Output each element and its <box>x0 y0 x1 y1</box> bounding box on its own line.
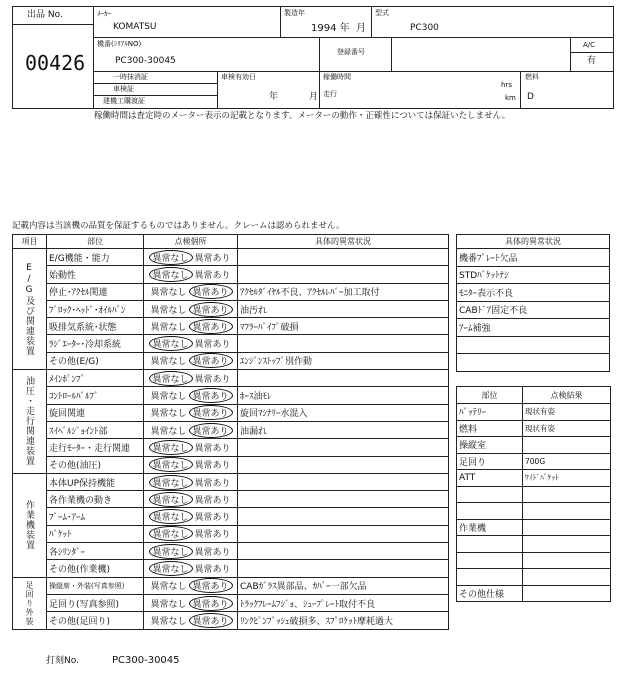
detail-cell: 油漏れ <box>238 421 449 438</box>
part-cell: その他(油圧) <box>47 456 144 473</box>
check-cell <box>144 612 238 629</box>
detail-cell: ﾘﾝｸﾋﾟﾝﾌﾞｯｼｭ破損多、ｽﾌﾟﾛｹｯﾄ摩耗過大 <box>238 612 449 629</box>
results-part <box>457 503 523 520</box>
year-unit: 年 <box>269 92 279 102</box>
option-normal: 異常なし <box>150 322 187 333</box>
option-normal: 異常なし <box>149 250 193 265</box>
option-abnormal: 異常あり <box>194 443 231 454</box>
table-header-cell: 項目 <box>13 235 47 249</box>
check-cell <box>144 404 238 421</box>
table-row <box>13 421 449 438</box>
cert-label-2: 車検証 <box>113 85 134 93</box>
detail-cell <box>238 473 449 490</box>
table-row <box>13 318 449 335</box>
results-part: ATT <box>457 470 523 487</box>
results-row <box>457 437 611 454</box>
detail-cell <box>238 266 449 283</box>
year-label: 製造年 <box>284 9 305 17</box>
option-normal: 異常なし <box>149 561 193 576</box>
detail-cell: ﾄﾗｯｸﾌﾚｰﾑﾌｼﾞｮ、ｼｭｰﾌﾟﾚｰﾄ取付不良 <box>238 594 449 611</box>
hours-label: 稼働時間 <box>323 73 351 81</box>
table-row <box>13 266 449 283</box>
option-abnormal: 異常あり <box>189 613 233 628</box>
option-normal: 異常なし <box>149 526 193 541</box>
option-abnormal: 異常あり <box>194 513 231 524</box>
table-header-cell: 具体的異常状況 <box>238 235 449 249</box>
abnormal-item <box>457 354 610 372</box>
group-label: 作業機装置 <box>13 473 47 577</box>
part-cell: 足回り(写真参照) <box>47 594 144 611</box>
option-normal: 異常なし <box>149 371 193 386</box>
option-normal: 異常なし <box>150 392 187 403</box>
check-cell <box>144 543 238 560</box>
results-row <box>457 585 611 602</box>
check-cell <box>144 473 238 490</box>
stamp-value: PC300-30045 <box>112 655 180 666</box>
model-label: 型式 <box>375 9 389 17</box>
maker: KOMATSU <box>113 22 157 32</box>
option-normal: 異常なし <box>149 336 193 351</box>
option-abnormal: 異常あり <box>189 405 233 420</box>
option-abnormal: 異常あり <box>189 284 233 299</box>
results-part: ﾊﾞｯﾃﾘｰ <box>457 404 523 421</box>
abnormal-item: CABﾄﾞｱ固定不良 <box>457 301 610 319</box>
table-row <box>13 577 449 594</box>
abnormal-row <box>457 249 610 267</box>
option-normal: 異常なし <box>150 599 187 610</box>
item-no-label: 出品 No. <box>27 10 63 20</box>
note-quality: 記載内容は当該機の品質を保証するものではありません。クレームは認められません。 <box>12 221 345 231</box>
results-header-row <box>457 387 611 404</box>
part-cell: その他(E/G) <box>47 352 144 369</box>
abnormal-row <box>457 301 610 319</box>
travel-label: 走行 <box>323 90 337 98</box>
check-cell <box>144 249 238 266</box>
abnormal-row <box>457 284 610 302</box>
fuel-label: 燃料 <box>525 73 539 81</box>
check-cell <box>144 594 238 611</box>
table-row <box>13 525 449 542</box>
option-abnormal: 異常あり <box>189 578 233 593</box>
check-cell <box>144 318 238 335</box>
cert-label-3: 建機工購渡証 <box>103 97 145 105</box>
option-abnormal: 異常あり <box>189 319 233 334</box>
table-header-cell: 部位 <box>47 235 144 249</box>
results-part: 燃料 <box>457 420 523 437</box>
part-cell: 各作業機の動き <box>47 491 144 508</box>
group-label: E/G及び関連装置 <box>13 249 47 370</box>
check-cell <box>144 560 238 577</box>
table-row <box>13 473 449 490</box>
results-value: 700G <box>523 453 611 470</box>
table-header-cell: 点検個所 <box>144 235 238 249</box>
results-part <box>457 486 523 503</box>
results-row <box>457 536 611 553</box>
detail-cell <box>238 370 449 387</box>
serial-label: 機番(ｼﾘｱﾙNO) <box>97 40 142 48</box>
check-cell <box>144 491 238 508</box>
abnormal-row <box>457 354 610 372</box>
inspection-table <box>12 234 449 630</box>
check-cell <box>144 370 238 387</box>
table-row <box>13 456 449 473</box>
part-cell: ｺﾝﾄﾛｰﾙﾊﾞﾙﾌﾞ <box>47 387 144 404</box>
table-row <box>13 491 449 508</box>
results-value <box>523 503 611 520</box>
model: PC300 <box>410 23 439 33</box>
check-cell <box>144 421 238 438</box>
check-cell <box>144 266 238 283</box>
results-part: 足回り <box>457 453 523 470</box>
table-row <box>13 594 449 611</box>
detail-cell <box>238 491 449 508</box>
fuel-value: D <box>527 92 534 102</box>
check-cell <box>144 387 238 404</box>
option-normal: 異常なし <box>150 305 187 316</box>
part-cell: ﾊﾞｹｯﾄ <box>47 525 144 542</box>
option-abnormal: 異常あり <box>189 423 233 438</box>
option-normal: 異常なし <box>149 492 193 507</box>
option-abnormal: 異常あり <box>194 530 231 541</box>
option-abnormal: 異常あり <box>194 253 231 264</box>
option-abnormal: 異常あり <box>194 478 231 489</box>
detail-cell <box>238 560 449 577</box>
cert-label-1: 一時抹消証 <box>113 73 148 81</box>
detail-cell <box>238 508 449 525</box>
maker-label: ﾒｰｶｰ <box>97 10 111 18</box>
part-cell: 吸排気系統･状態 <box>47 318 144 335</box>
part-cell: 始動性 <box>47 266 144 283</box>
year-value: 1994 年 <box>311 23 350 34</box>
option-normal: 異常なし <box>149 509 193 524</box>
table-row <box>13 387 449 404</box>
results-part: 作業機 <box>457 519 523 536</box>
inspection-label: 車検有効日 <box>221 73 256 81</box>
option-abnormal: 異常あり <box>189 388 233 403</box>
table-row <box>13 439 449 456</box>
serial: PC300-30045 <box>115 56 176 66</box>
detail-cell <box>238 543 449 560</box>
results-value <box>523 569 611 586</box>
check-cell <box>144 456 238 473</box>
part-cell: 操縦席・外装(写真参照) <box>47 577 144 594</box>
table-row <box>13 612 449 629</box>
month-unit-2: 月 <box>309 92 319 102</box>
abnormal-row <box>457 336 610 354</box>
detail-cell: ｱｸｾﾙﾀﾞｲﾔﾙ不良、ｱｸｾﾙﾚﾊﾞｰ加工取付 <box>238 283 449 300</box>
part-cell: ﾌﾞｰﾑ･ｱｰﾑ <box>47 508 144 525</box>
check-cell <box>144 335 238 352</box>
detail-cell: 旋回ﾏｼﾅﾘｰ水混入 <box>238 404 449 421</box>
abnormal-row <box>457 319 610 337</box>
detail-cell: 油汚れ <box>238 300 449 317</box>
detail-cell <box>238 439 449 456</box>
check-cell <box>144 300 238 317</box>
ac-label: A/C <box>583 41 596 49</box>
header-block <box>12 6 614 109</box>
detail-cell: CABｶﾞﾗｽ異部品、ｶﾊﾞｰ一部欠品 <box>238 577 449 594</box>
results-value: 現状有姿 <box>523 420 611 437</box>
detail-cell <box>238 456 449 473</box>
detail-cell: ﾎｰｽ油ﾓﾚ <box>238 387 449 404</box>
part-cell: 本体UP保持機能 <box>47 473 144 490</box>
results-part: 操縦室 <box>457 437 523 454</box>
option-normal: 異常なし <box>149 457 193 472</box>
abnormal-item: ｱｰﾑ補強 <box>457 319 610 337</box>
results-row <box>457 519 611 536</box>
option-abnormal: 異常あり <box>189 353 233 368</box>
table-row <box>13 249 449 266</box>
group-label: 足回り外装 <box>13 577 47 629</box>
results-row <box>457 420 611 437</box>
table-row <box>13 508 449 525</box>
option-abnormal: 異常あり <box>194 547 231 558</box>
detail-cell <box>238 525 449 542</box>
results-value <box>523 519 611 536</box>
results-value <box>523 552 611 569</box>
table-row <box>13 352 449 369</box>
table-header-row <box>13 235 449 249</box>
option-abnormal: 異常あり <box>189 596 233 611</box>
part-cell: その他(作業機) <box>47 560 144 577</box>
results-row <box>457 404 611 421</box>
ac-value: 有 <box>587 56 597 66</box>
results-header-result: 点検結果 <box>523 387 611 404</box>
option-abnormal: 異常あり <box>189 302 233 317</box>
abnormal-header: 具体的異常状況 <box>457 235 610 249</box>
table-row <box>13 300 449 317</box>
results-row <box>457 486 611 503</box>
table-row <box>13 560 449 577</box>
option-abnormal: 異常あり <box>194 340 231 351</box>
results-value <box>523 536 611 553</box>
option-normal: 異常なし <box>150 426 187 437</box>
results-header-part: 部位 <box>457 387 523 404</box>
results-row <box>457 453 611 470</box>
reg-label: 登録番号 <box>337 48 365 56</box>
option-normal: 異常なし <box>150 582 187 593</box>
results-value: ﾜｲﾄﾞﾊﾞｹｯﾄ <box>523 470 611 487</box>
option-abnormal: 異常あり <box>194 374 231 385</box>
option-normal: 異常なし <box>150 357 187 368</box>
part-cell: その他(足回り) <box>47 612 144 629</box>
part-cell: ﾌﾞﾛｯｸ･ﾍｯﾄﾞ･ｵｲﾙﾊﾟﾝ <box>47 300 144 317</box>
results-row <box>457 503 611 520</box>
option-normal: 異常なし <box>150 288 187 299</box>
results-value <box>523 486 611 503</box>
check-cell <box>144 577 238 594</box>
results-value <box>523 585 611 602</box>
results-part: その他仕様 <box>457 585 523 602</box>
part-cell: ﾒｲﾝﾎﾟﾝﾌﾟ <box>47 370 144 387</box>
detail-cell <box>238 249 449 266</box>
results-part <box>457 552 523 569</box>
option-normal: 異常なし <box>149 267 193 282</box>
abnormal-item: 機番ﾌﾟﾚｰﾄ欠品 <box>457 249 610 267</box>
results-part <box>457 536 523 553</box>
option-abnormal: 異常あり <box>194 461 231 472</box>
check-cell <box>144 439 238 456</box>
option-normal: 異常なし <box>149 544 193 559</box>
part-cell: E/G機能・能力 <box>47 249 144 266</box>
part-cell: ﾗｼﾞｴｰﾀｰ･冷却系統 <box>47 335 144 352</box>
item-no: 00426 <box>25 51 86 75</box>
check-cell <box>144 508 238 525</box>
table-row <box>13 335 449 352</box>
part-cell: 各ｼﾘﾝﾀﾞｰ <box>47 543 144 560</box>
table-row <box>13 543 449 560</box>
results-row <box>457 470 611 487</box>
km-unit: km <box>505 94 516 102</box>
results-value: 現状有姿 <box>523 404 611 421</box>
part-cell: 停止･ｱｸｾﾙ関連 <box>47 283 144 300</box>
part-cell: ｽｲﾍﾞﾙｼﾞｮｲﾝﾄ部 <box>47 421 144 438</box>
option-abnormal: 異常あり <box>194 270 231 281</box>
option-normal: 異常なし <box>150 409 187 420</box>
option-abnormal: 異常あり <box>194 564 231 575</box>
hrs-unit: hrs <box>501 81 512 89</box>
note-hours: 稼働時間は査定時のメーター表示の記載となります。メーターの動作・正確性については保証いたしません。 <box>94 111 511 121</box>
table-row <box>13 370 449 387</box>
detail-cell: ｴﾝｼﾞﾝｽﾄｯﾌﾟ別作動 <box>238 352 449 369</box>
option-normal: 異常なし <box>149 440 193 455</box>
results-row <box>457 569 611 586</box>
option-abnormal: 異常あり <box>194 495 231 506</box>
abnormal-item: ﾓﾆﾀｰ表示不良 <box>457 284 610 302</box>
group-label: 油圧・走行関連装置 <box>13 370 47 474</box>
detail-cell <box>238 335 449 352</box>
table-row <box>13 283 449 300</box>
check-cell <box>144 352 238 369</box>
results-table <box>456 386 611 602</box>
results-row <box>457 552 611 569</box>
results-part <box>457 569 523 586</box>
abnormal-table <box>456 234 610 372</box>
abnormal-item <box>457 336 610 354</box>
table-row <box>13 404 449 421</box>
part-cell: 旋回関連 <box>47 404 144 421</box>
month-unit: 月 <box>356 23 366 34</box>
option-normal: 異常なし <box>150 616 187 627</box>
stamp-label: 打刻No. <box>46 656 79 666</box>
check-cell <box>144 525 238 542</box>
abnormal-item: STDﾊﾞｹｯﾄﾅｼ <box>457 266 610 284</box>
option-normal: 異常なし <box>149 475 193 490</box>
detail-cell: ﾏﾌﾗｰﾊﾟｲﾌﾟ破損 <box>238 318 449 335</box>
results-value <box>523 437 611 454</box>
abnormal-row <box>457 266 610 284</box>
check-cell <box>144 283 238 300</box>
part-cell: 走行ﾓｰﾀｰ・走行関連 <box>47 439 144 456</box>
abnormal-header-row <box>457 235 610 249</box>
